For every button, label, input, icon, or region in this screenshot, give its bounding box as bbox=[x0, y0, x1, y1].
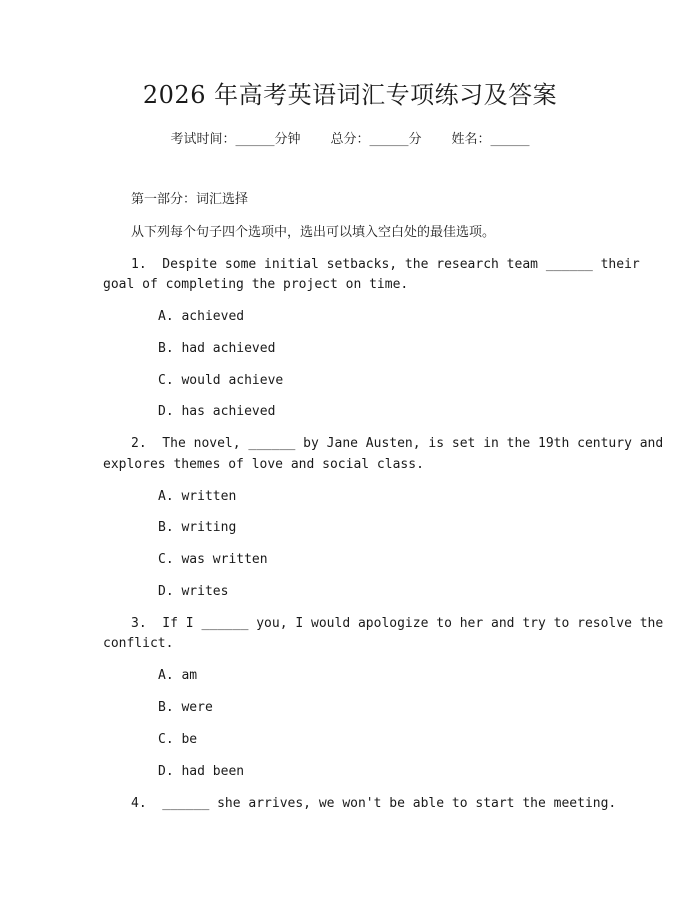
question-3-option-a: A. am bbox=[158, 668, 198, 683]
question-1-option-d: D. has achieved bbox=[158, 404, 276, 419]
section-instructions: 从下列每个句子四个选项中，选出可以填入空白处的最佳选项。 bbox=[131, 225, 496, 240]
question-3-option-b: B. were bbox=[158, 700, 213, 715]
question-1-option-c: C. would achieve bbox=[158, 373, 284, 388]
question-2-option-a: A. written bbox=[158, 489, 237, 504]
question-2-option-b: B. writing bbox=[158, 520, 237, 535]
question-3-text: 3. If I ______ you, I would apologize to her and try to resolve the bbox=[131, 616, 664, 631]
question-2-text: 2. The novel, ______ by Jane Austen, is set in the 19th century and bbox=[131, 436, 664, 451]
question-1-text: 1. Despite some initial setbacks, the research team ______ their bbox=[131, 257, 640, 272]
question-4-text: 4. ______ she arrives, we won't be able to start the meeting. bbox=[131, 796, 617, 811]
exam-time-field: 考试时间：______分钟 bbox=[170, 132, 301, 147]
question-3-text-cont: conflict. bbox=[103, 636, 174, 651]
question-1-option-b: B. had achieved bbox=[158, 341, 276, 356]
total-score-field: 总分：______分 bbox=[330, 132, 422, 147]
question-3-option-d: D. had been bbox=[158, 764, 245, 779]
exam-meta bbox=[0, 130, 700, 150]
question-1-option-a: A. achieved bbox=[158, 309, 245, 324]
question-3-option-c: C. be bbox=[158, 732, 198, 747]
student-name-field: 姓名：______ bbox=[451, 132, 530, 147]
question-1-text-cont: goal of completing the project on time. bbox=[103, 277, 409, 292]
section-title: 第一部分：词汇选择 bbox=[131, 192, 249, 207]
question-2-text-cont: explores themes of love and social class. bbox=[103, 457, 424, 472]
document-title: 2026 年高考英语词汇专项练习及答案 bbox=[142, 81, 558, 109]
question-2-option-d: D. writes bbox=[158, 584, 229, 599]
question-2-option-c: C. was written bbox=[158, 552, 268, 567]
